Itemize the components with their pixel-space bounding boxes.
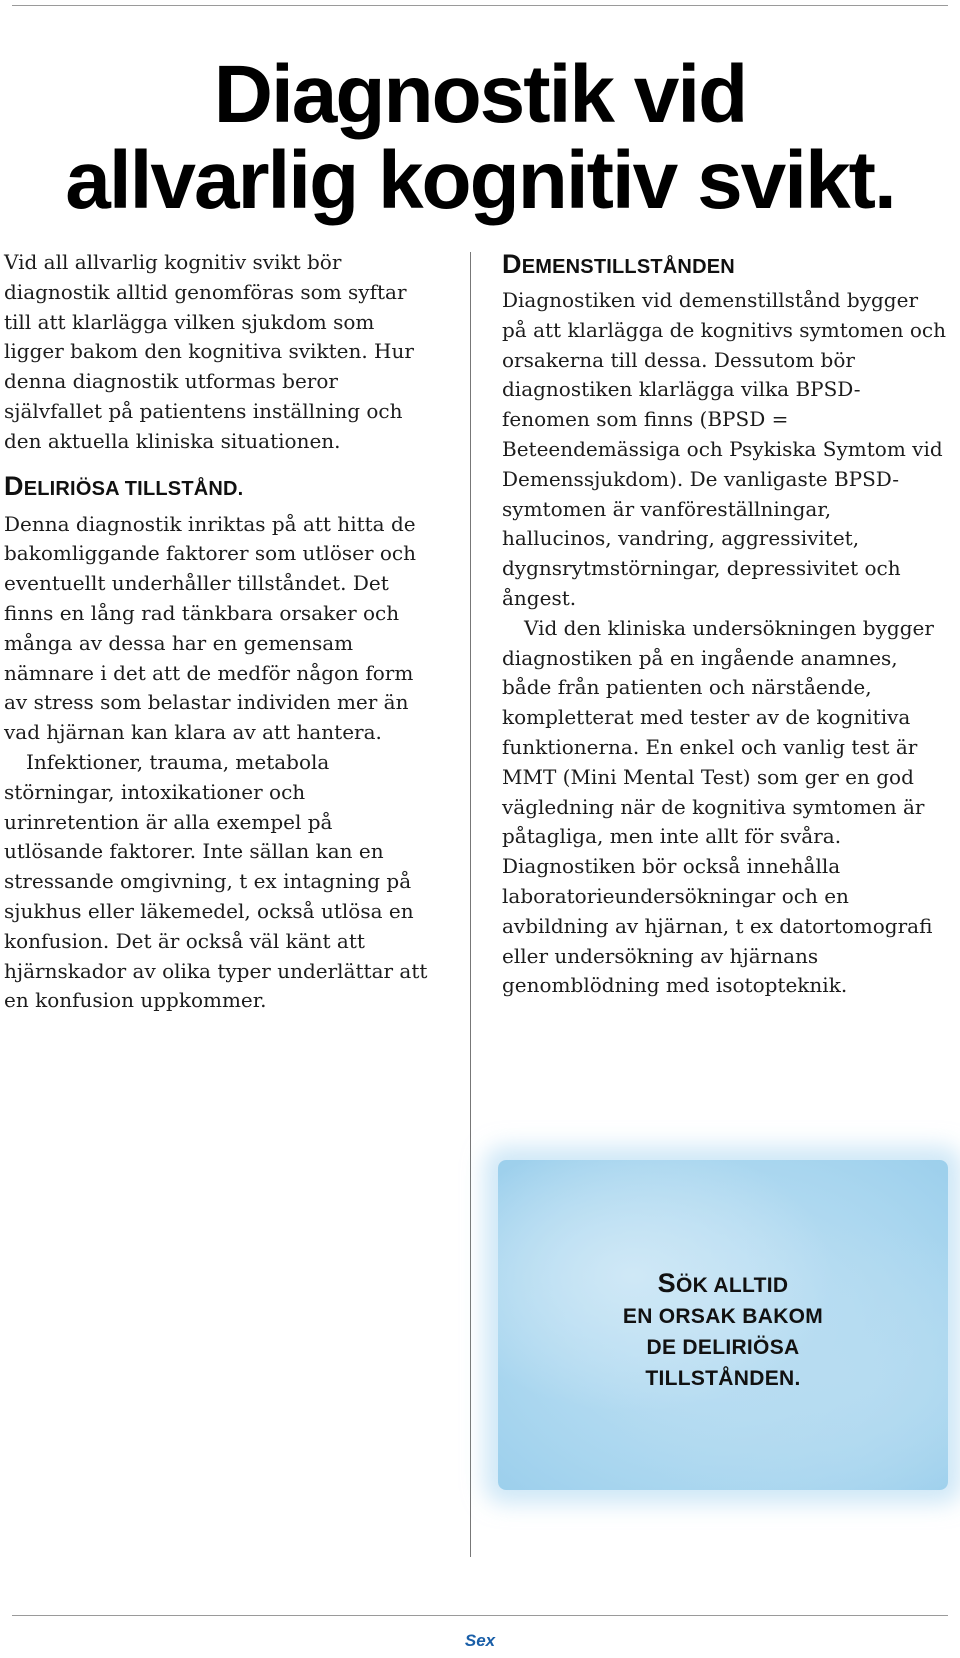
dementia-paragraph-2: Vid den kliniska undersökningen bygger diagnostiken på en ingående anamnes, både från patienten och närstående, kompletterat med tester av de kognitiva funktionerna. En enkel och vanlig test är MMT (Mini Mental Test) som ger en god vägledning när de kognitiva symtomen är påtagliga, men inte allt för svåra. Diagnostiken bör också innehålla laboratorieundersökningar och en avbildning av hjärnan, t ex datortomografi eller undersökning av hjärnans genomblödning med isotopteknik. [502,615,934,998]
callout-line-1-rest: ÖK ALLTID [675,1274,789,1297]
delirious-paragraph-2: Infektioner, trauma, metabola störningar, intoxikationer och urinretention är alla exempel på utlösande faktorer. Inte sällan kan en stressande omgivning, t ex intagning på sjukhus eller läkemedel, också utlösa en konfusion. Det är också väl känt att hjärnskador av olika typer underlättar att en konfusion uppkommer. [4,749,428,1013]
page-title [0,49,960,226]
dementia-heading-rest: EMENSTILLSTÅNDEN [521,256,735,278]
callout-line-3: DE DELIRIÖSA [646,1336,800,1359]
callout-text [498,1268,948,1394]
title-line-1: Diagnostik vid [213,49,747,140]
dementia-states-heading [502,249,946,282]
delirious-heading-initial: D [4,470,24,501]
callout-line-2: EN ORSAK BAKOM [622,1305,824,1328]
callout-box [498,1160,948,1490]
title-line-2: allvarlig kognitiv svikt. [65,135,895,226]
page-footer-label: Sex [464,1631,496,1650]
delirious-heading-rest: ELIRIÖSA TILLSTÅND. [23,477,244,500]
top-rule [12,5,948,6]
delirious-paragraph-1: Denna diagnostik inriktas på att hitta de bakomliggande faktorer som utlöser och eventuellt underhåller tillståndet. Det finns en lång rad tänkbara orsaker och många av dessa har en gemensam nämnare i det att de medför någon form av stress som belastar individen mer än vad hjärnan kan klara av att hantera. [4,511,417,745]
callout-line-4: TILLSTÅNDEN. [645,1367,801,1390]
intro-paragraph: Vid all allvarlig kognitiv svikt bör diagnostik alltid genomföras som syftar till att klarlägga vilken sjukdom som ligger bakom den kognitiva svikten. Hur denna diagnostik utformas beror självfallet på patientens inställning och den aktuella kliniska situationen. [4,250,414,453]
delirious-states-heading [4,471,436,504]
bottom-rule [12,1615,948,1616]
left-column [4,248,436,1016]
callout-initial: S [657,1268,676,1298]
dementia-paragraph-1: Diagnostiken vid demenstillstånd bygger på att klarlägga de kognitivs symtomen och orsakerna till dessa. Dessutom bör diagnostiken klarlägga vilka BPSD-fenomen som finns (BPSD = Beteendemässiga och Psykiska Symtom vid Demenssjukdom). De vanligaste BPSD-symtomen är vanföreställningar, hallucinos, vandring, aggressivitet, dygnsrytmstörningar, depressivitet och ångest. [502,288,947,610]
right-column [502,249,946,1001]
callout-line-1 [498,1268,948,1301]
dementia-heading-initial: D [502,249,522,279]
column-divider [470,252,471,1557]
